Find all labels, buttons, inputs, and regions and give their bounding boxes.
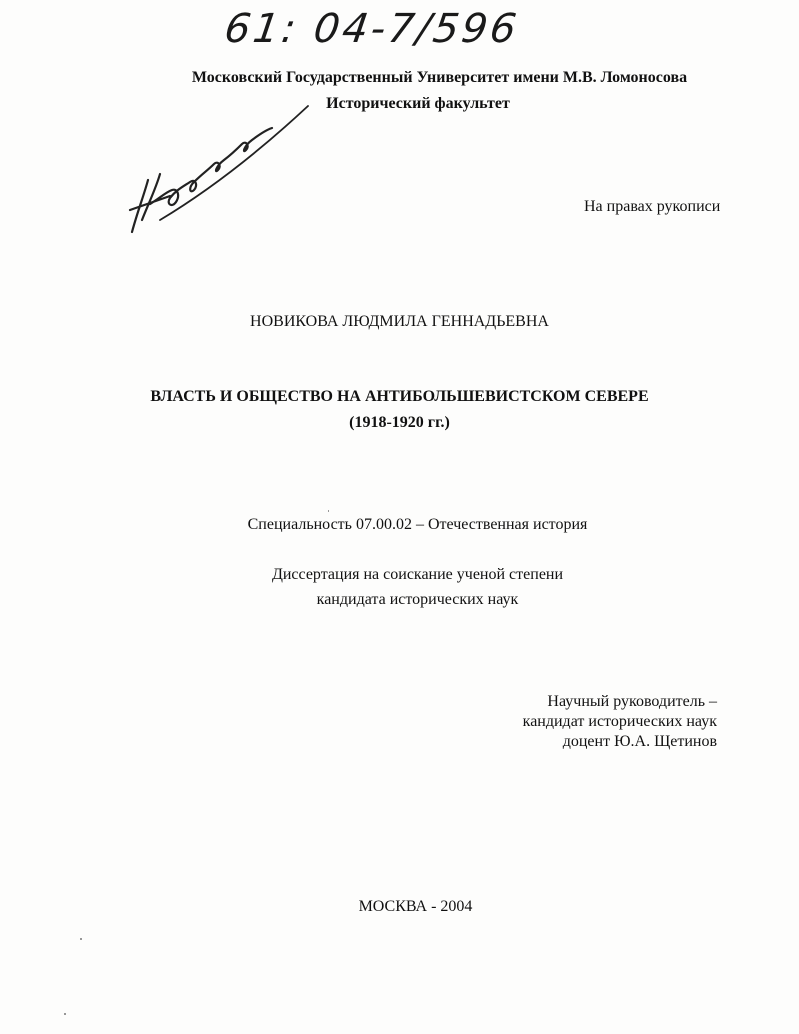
author-name: НОВИКОВА ЛЮДМИЛА ГЕННАДЬЕВНА <box>250 313 549 330</box>
scan-speck <box>64 1013 66 1015</box>
thesis-title: ВЛАСТЬ И ОБЩЕСТВО НА АНТИБОЛЬШЕВИСТСКОМ СЕВЕРЕ <box>150 388 649 405</box>
city-and-year: МОСКВА - 2004 <box>358 898 473 915</box>
faculty-name: Исторический факультет <box>326 95 510 112</box>
degree-line-2: кандидата исторических наук <box>316 591 519 608</box>
advisor-line-3: доцент Ю.А. Щетинов <box>562 733 717 750</box>
degree-line-1: Диссертация на соискание ученой степени <box>271 566 564 583</box>
advisor-line-2: кандидат исторических наук <box>522 713 717 730</box>
thesis-years: (1918-1920 гг.) <box>349 414 450 431</box>
manuscript-rights-note: На правах рукописи <box>584 198 721 215</box>
university-name: Московский Государственный Университет имени М.В. Ломоносова <box>191 69 688 86</box>
scan-speck <box>328 510 329 512</box>
specialty-line: Специальность 07.00.02 – Отечественная история <box>247 516 588 533</box>
author-signature <box>120 100 320 250</box>
advisor-line-1: Научный руководитель – <box>547 693 717 710</box>
scan-speck <box>80 938 82 940</box>
scientific-advisor <box>523 692 717 752</box>
handwritten-archive-number: 61: 04-7/596 <box>221 6 522 52</box>
